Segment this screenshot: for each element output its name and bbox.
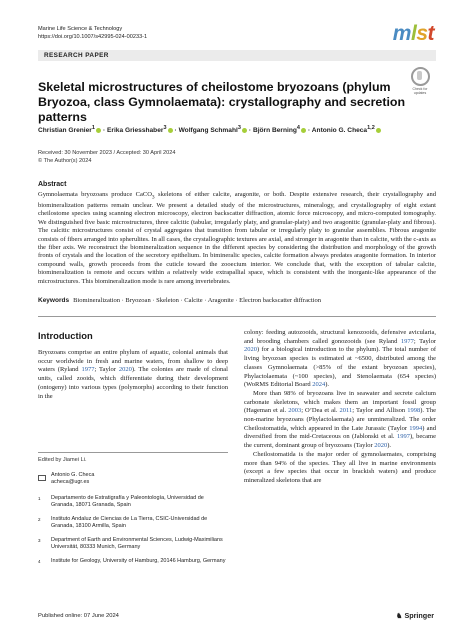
affiliation-text: Instituto Andaluz de Ciencias de La Tierra, CSIC-Universidad de Granada, 18100 Armilla, Spain (51, 516, 208, 529)
keywords (38, 297, 438, 304)
author-affiliation: 4 (296, 125, 300, 131)
author-affiliation: 1,2 (367, 125, 375, 131)
author-name[interactable]: Antonio G. Checa (311, 127, 368, 135)
intro-left-column (38, 349, 228, 401)
author-list: Christian Grenier$^1$ · Erika Griesshaber$^3$ · Wolfgang Schmahl$^3$ · Björn Berning$^4$ · Antonio G. Checa$^{1,2}$ (38, 125, 381, 134)
intro-right-column (244, 329, 436, 486)
divider (38, 316, 436, 317)
affiliation-number: 4 (38, 559, 41, 564)
author-affiliation: 3 (163, 125, 167, 131)
corresponding-email[interactable]: acheca@ugr.es (51, 479, 90, 485)
check-updates-icon (411, 67, 430, 86)
logo-letter-t: t (427, 22, 434, 45)
journal-name: Marine Life Science & Technology (38, 26, 123, 32)
author-affiliation: 1 (91, 125, 95, 131)
citation-link[interactable]: 1977 (400, 337, 414, 345)
affiliation-text: Institute for Geology, University of Hamburg, 20146 Hamburg, Germany (51, 558, 226, 564)
affiliation-number: 2 (38, 517, 41, 522)
citation-link[interactable]: 1977 (81, 366, 95, 374)
article-type-label: RESEARCH PAPER (44, 52, 109, 59)
check-updates-line1: Check for (412, 87, 428, 91)
citation-link[interactable]: 2020 (118, 366, 132, 374)
abstract-heading: Abstract (38, 181, 67, 188)
received-dates: Received: 30 November 2023 / Accepted: 30 April 2024 (38, 150, 176, 156)
footnote-divider (38, 452, 228, 453)
affiliation-text: Departamento de Estratigrafía y Paleontología, Universidad de Granada, 18071 Granada, Spain (51, 495, 204, 508)
affiliation-number: 3 (38, 538, 41, 543)
orcid-icon[interactable] (376, 128, 381, 133)
citation-link[interactable]: 2020 (374, 442, 388, 450)
citation-link[interactable]: 2024 (312, 381, 326, 389)
keywords-text: Biomineralization · Bryozoan · Skeleton · Calcite · Aragonite · Electron backscatter diffraction (73, 297, 321, 304)
citation-link[interactable]: 1998 (407, 407, 421, 415)
citation-link[interactable]: 2020 (244, 346, 257, 354)
logo-letter-m: m (392, 22, 411, 45)
affiliation-text: Department of Earth and Environmental Sciences, Ludwig-Maximilians Universität, 80333 Munich, Germany (51, 537, 223, 550)
paragraph: More than 98% of bryozoans live in seawater and secrete calcium carbonate skeletons, which makes them an important fossil group (Hageman et al. 2003; O’Dea et al. 2011; Taylor and Allison 1998). The non-marine bryozoans (Phylactolaemata) are unmineralized. The order Cheilostomatida, which appeared in the Late Jurassic (Taylor 1994) and diversified from the mid-Cretaceous on (Jablonski et al. 1997), became the current, dominant group of bryozoans (Taylor 2020). (244, 389, 437, 450)
orcid-icon[interactable] (96, 128, 101, 133)
orcid-icon[interactable] (301, 128, 306, 133)
check-updates-line2: updates (413, 91, 427, 96)
paragraph: Bryozoans comprise an entire phylum of aquatic, colonial animals that occur worldwide in fresh and marine waters, from shallow to deep waters (Ryland 1977; Taylor 2020). The colonies are made of clonal units, called zooids, which differentiate during their development (ontogeny) into various types (polymorphs) according to their function in the (38, 349, 228, 400)
section-heading-introduction: Introduction (38, 330, 93, 341)
citation-link[interactable]: 2003 (288, 407, 302, 415)
orcid-icon[interactable] (242, 128, 247, 133)
envelope-icon (38, 475, 46, 481)
author-name[interactable]: Christian Grenier (38, 127, 92, 135)
abstract-text: Gymnolaemata bryozoans produce CaCO$_3$ skeletons of either calcite, aragonite, or both. Despite extensive research, their crystallography and biomineralization patterns remain unclear. We present a detailed study of the microstructures, mineralogy, and crystallography of eight extant cheilostome species using scanning electron microscopy, electron backscatter diffraction, atomic force microscopy, and micro-computed tomography. We distinguished five basic microstructures, three calcitic (tabular, irregularly platy, and granular-platy) and two aragonitic (granular-platy and fibrous). The calcitic microstructures consist of crystal aggregates that transition from tabular or irregularly platy to granular assemblies. Fibrous aragonite consists of fibers arranged into spherulites. In all cases, the crystallographic textures are axial, and stronger in aragonite than in calcite, with the c-axis as the fiber axis. We reconstruct the biomineralization sequence in the different species by considering the distribution and morphology of the growth fronts of crystals and the location of the secretory epithelium. In bimineralic species, calcite formation always predates aragonite formation. In interior compound walls, growth proceeds from the cuticle toward the zooecium interior. We conclude that, with the exception of tabular calcite, biomineralization is remote and occurs within a relatively wide extrapallial space, which is consistent with the inorganic-like appearance of the microstructures. This biomineralization mode is rare among invertebrates. (38, 191, 436, 285)
corresponding-author (51, 472, 94, 486)
citation-link[interactable]: 1997 (396, 433, 410, 441)
paragraph: colony: feeding autozooids, structural kenozooids, defensive avicularia, and brooding chambers called gonozooids (see Ryland 1977; Taylor 2020) for a biological introduction to the phylum). The total number of living bryozoan species is estimated at ~6500, distributed among the classes Gymnolaemata (>85% of the extant bryozoan species), Phylactolaemata (~100 species), and Stenolaemata (654 species) (WoRMS Editorial Board 2024). (244, 329, 436, 389)
editor-note: Edited by Jiamei Li. (38, 457, 87, 463)
citation-link[interactable]: 1994 (409, 424, 423, 432)
logo-letter-l: l (410, 22, 417, 45)
orcid-icon[interactable] (168, 128, 173, 133)
journal-logo (393, 22, 434, 46)
copyright: © The Author(s) 2024 (38, 158, 92, 164)
citation-link[interactable]: 2011 (339, 407, 353, 415)
article-title: Skeletal microstructures of cheilostome bryozoans (phylum Bryozoa, class Gymnolaemata): crystallography and secretion patterns (38, 80, 406, 124)
published-date: Published online: 07 June 2024 (38, 613, 119, 619)
corresponding-name: Antonio G. Checa (51, 472, 95, 478)
doi-link[interactable]: https://doi.org/10.1007/s42995-024-00233-1 (38, 34, 148, 40)
paragraph: Cheilostomatida is the major order of gymnolaemates, comprising more than 94% of the species. They all live in marine environments (except a few species that occur in brackish waters) and produce mineralized skeletons that are (244, 450, 436, 484)
logo-letter-s: s (416, 22, 428, 45)
check-for-updates-button[interactable] (405, 67, 435, 95)
author-name[interactable]: Erika Griesshaber (107, 127, 164, 135)
keywords-label: Keywords (38, 297, 70, 304)
publisher-logo (396, 611, 434, 620)
publisher-name: Springer (404, 611, 434, 620)
author-name[interactable]: Wolfgang Schmahl (178, 127, 238, 135)
springer-horse-icon: ♞ (395, 611, 405, 620)
author-name[interactable]: Björn Berning (252, 127, 297, 135)
author-affiliation: 3 (237, 125, 241, 131)
affiliation-number: 1 (38, 496, 41, 501)
